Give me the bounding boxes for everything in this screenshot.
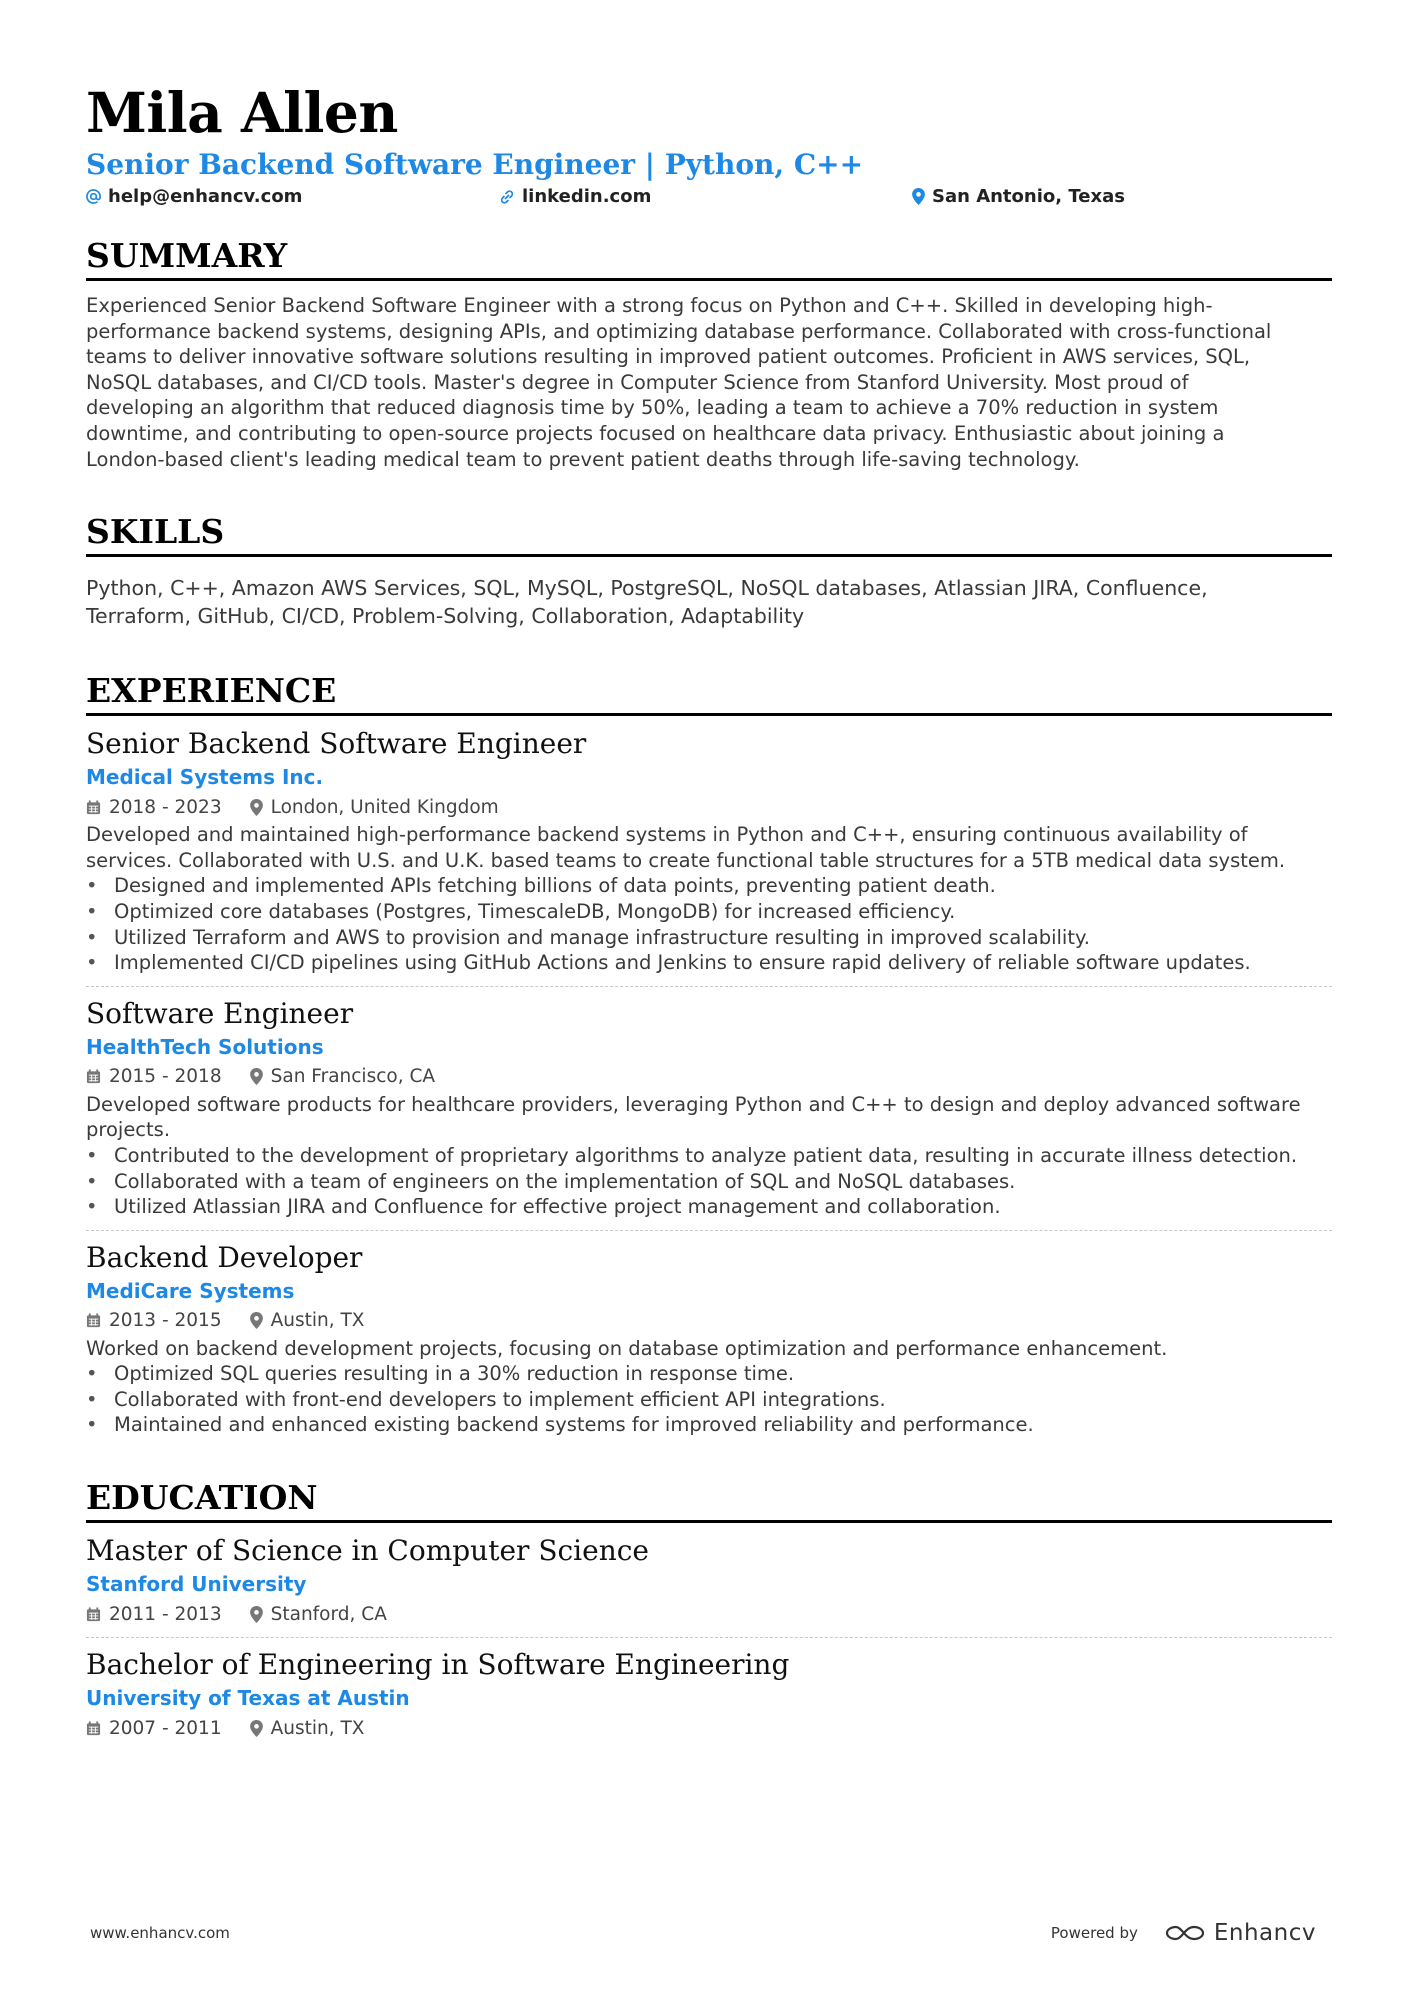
job-bullet: • Collaborated with a team of engineers on the implementation of SQL and NoSQL databases. (86, 1169, 1332, 1195)
calendar-icon (86, 800, 101, 815)
experience-section (86, 669, 1332, 1438)
at-icon (86, 189, 101, 204)
summary-line: developing an algorithm that reduced diagnosis time by 50%, leading a team to achieve a 70% reduction in system (86, 396, 1219, 420)
job-bullet: • Contributed to the development of proprietary algorithms to analyze patient data, resulting in accurate illness detection. (86, 1143, 1332, 1169)
job-bullets (86, 1143, 1332, 1220)
job-bullet: • Optimized SQL queries resulting in a 30% reduction in response time. (86, 1361, 1332, 1387)
job-bullet: • Utilized Atlassian JIRA and Confluence for effective project management and collaboration. (86, 1194, 1332, 1220)
enhancv-logo-icon (1162, 1922, 1208, 1944)
degree-title: Bachelor of Engineering in Software Engineering (86, 1648, 790, 1682)
map-pin-icon (250, 1312, 263, 1329)
map-pin-icon (250, 1606, 263, 1623)
education-location: Stanford, CA (270, 1603, 387, 1625)
job-entry (86, 726, 1332, 987)
location-text: San Antonio, Texas (932, 186, 1125, 207)
summary-line: downtime, and contributing to open-source projects focused on healthcare data privacy. Enthusiastic about joining a (86, 421, 1225, 445)
skills-line: Python, C++, Amazon AWS Services, SQL, MySQL, PostgreSQL, NoSQL databases, Atlassian JIRA, Confluence, (86, 576, 1208, 601)
job-bullets (86, 1361, 1332, 1438)
entry-divider (86, 986, 1332, 987)
enhancv-brand[interactable] (1162, 1920, 1316, 1946)
summary-line: Experienced Senior Backend Software Engineer with a strong focus on Python and C++. Skilled in developing high- (86, 294, 1213, 317)
resume-page (86, 0, 1332, 1743)
education-heading: EDUCATION (86, 1476, 1332, 1523)
summary-section (86, 234, 1332, 472)
job-company: Medical Systems Inc. (86, 765, 324, 790)
map-pin-icon (250, 799, 263, 816)
job-description-line: Developed software products for healthcare providers, leveraging Python and C++ to design and deploy advanced software (86, 1092, 1301, 1116)
job-bullet: • Utilized Terraform and AWS to provision and manage infrastructure resulting in improved scalability. (86, 925, 1332, 951)
candidate-name: Mila Allen (86, 80, 398, 145)
link-icon (499, 189, 515, 205)
email-text: help@enhancv.com (108, 186, 303, 207)
education-dates: 2011 - 2013 (109, 1603, 222, 1625)
school-name: University of Texas at Austin (86, 1686, 410, 1711)
summary-line: teams to deliver innovative software solutions resulting in improved patient outcomes. Proficient in AWS services, SQL, (86, 345, 1251, 369)
map-pin-icon (250, 1068, 263, 1085)
entry-divider (86, 1230, 1332, 1231)
job-bullet: • Designed and implemented APIs fetching billions of data points, preventing patient death. (86, 873, 1332, 899)
job-bullet: • Maintained and enhanced existing backend systems for improved reliability and performance. (86, 1412, 1332, 1438)
job-bullets (86, 873, 1332, 975)
calendar-icon (86, 1313, 101, 1328)
powered-by-label: Powered by (1050, 1924, 1138, 1942)
job-bullet: • Optimized core databases (Postgres, TimescaleDB, MongoDB) for increased efficiency. (86, 899, 1332, 925)
job-meta (86, 792, 1332, 822)
job-bullet: • Implemented CI/CD pipelines using GitHub Actions and Jenkins to ensure rapid delivery of reliable software updates. (86, 950, 1332, 976)
skills-heading: SKILLS (86, 510, 1332, 557)
footer-url[interactable]: www.enhancv.com (90, 1924, 230, 1942)
job-description-line: Developed and maintained high-performance backend systems in Python and C++, ensuring continuous availability of (86, 823, 1248, 847)
job-company: MediCare Systems (86, 1278, 295, 1303)
map-pin-icon (250, 1720, 263, 1737)
job-company: HealthTech Solutions (86, 1034, 324, 1059)
location-contact (912, 186, 1125, 207)
job-meta (86, 1062, 1332, 1092)
job-description (86, 1092, 1332, 1143)
contact-row (86, 186, 1332, 212)
summary-line: performance backend systems, designing APIs, and optimizing database performance. Collaborated with cross-functional (86, 319, 1272, 343)
job-role: Backend Developer (86, 1240, 363, 1274)
experience-heading: EXPERIENCE (86, 669, 1332, 716)
linkedin-contact[interactable] (499, 186, 651, 207)
summary-line: London-based client's leading medical team to prevent patient deaths through life-saving technology. (86, 447, 1080, 471)
job-description-line: services. Collaborated with U.S. and U.K. based teams to create functional table structures for a 5TB medical data system. (86, 848, 1286, 872)
education-entry (86, 1647, 1332, 1743)
summary-heading: SUMMARY (86, 234, 1332, 281)
summary-line: NoSQL databases, and CI/CD tools. Master's degree in Computer Science from Stanford University. Most proud of (86, 370, 1189, 394)
skills-line: Terraform, GitHub, CI/CD, Problem-Solving, Collaboration, Adaptability (86, 604, 805, 629)
education-meta (86, 1713, 1332, 1743)
job-bullet: • Collaborated with front-end developers to implement efficient API integrations. (86, 1387, 1332, 1413)
job-location: San Francisco, CA (270, 1066, 436, 1088)
calendar-icon (86, 1607, 101, 1622)
job-role: Software Engineer (86, 996, 354, 1030)
job-dates: 2015 - 2018 (109, 1066, 222, 1088)
education-section (86, 1476, 1332, 1743)
degree-title: Master of Science in Computer Science (86, 1534, 649, 1568)
page-footer (90, 1920, 1316, 1946)
email-contact[interactable] (86, 186, 302, 207)
summary-text (86, 293, 1332, 472)
candidate-title: Senior Backend Software Engineer | Python, C++ (86, 148, 864, 181)
job-description-line: Worked on backend development projects, focusing on database optimization and performance enhancement. (86, 1336, 1168, 1360)
linkedin-text: linkedin.com (522, 186, 652, 207)
skills-section (86, 510, 1332, 630)
job-location: London, United Kingdom (270, 796, 499, 818)
job-location: Austin, TX (270, 1310, 365, 1332)
powered-by (1051, 1920, 1316, 1946)
education-meta (86, 1599, 1332, 1629)
calendar-icon (86, 1721, 101, 1736)
school-name: Stanford University (86, 1572, 307, 1597)
skills-text (86, 574, 1332, 630)
job-description (86, 1336, 1332, 1362)
job-description-line: projects. (86, 1118, 171, 1142)
map-pin-icon (912, 188, 925, 205)
entry-divider (86, 1637, 1332, 1638)
job-dates: 2013 - 2015 (109, 1310, 222, 1332)
job-entry (86, 1240, 1332, 1438)
education-location: Austin, TX (270, 1717, 365, 1739)
job-role: Senior Backend Software Engineer (86, 727, 587, 761)
job-description (86, 822, 1332, 873)
job-meta (86, 1306, 1332, 1336)
calendar-icon (86, 1069, 101, 1084)
education-dates: 2007 - 2011 (109, 1717, 222, 1739)
job-entry (86, 996, 1332, 1231)
brand-name: Enhancv (1213, 1920, 1316, 1946)
education-entry (86, 1533, 1332, 1638)
job-dates: 2018 - 2023 (109, 796, 222, 818)
